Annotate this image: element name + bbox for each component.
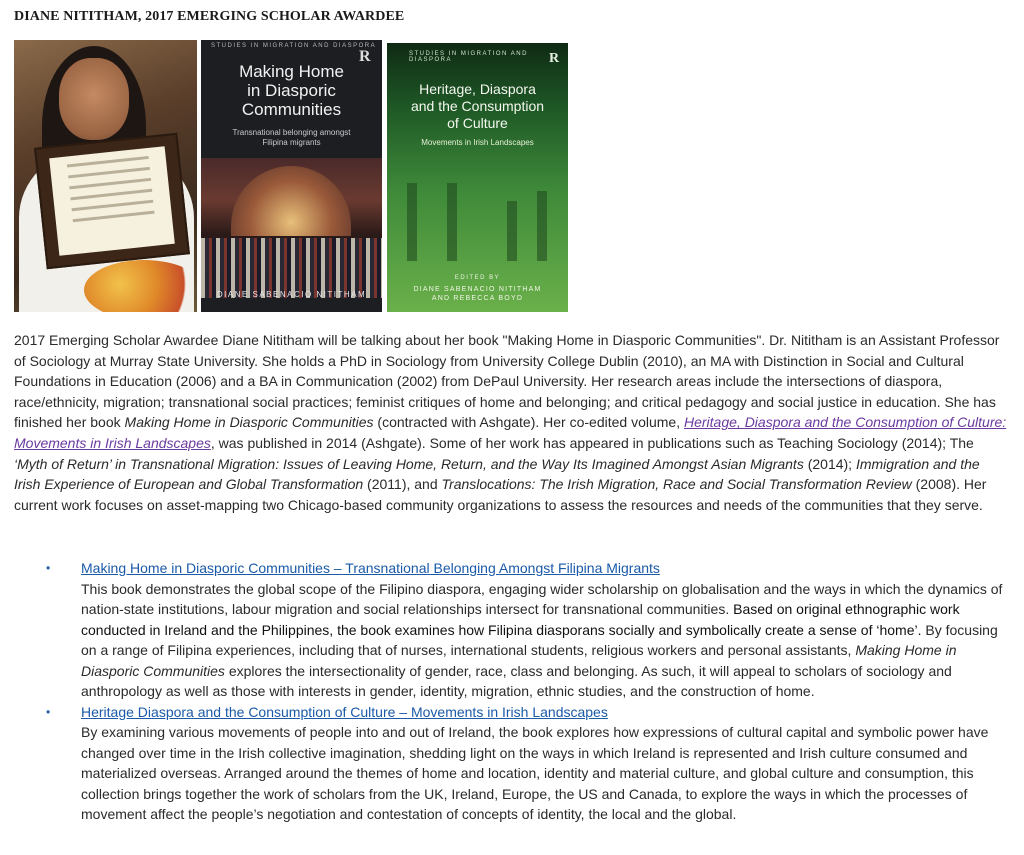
making-home-book-link[interactable]: Making Home in Diasporic Communities – Transnational Belonging Amongst Filipina Migrants: [81, 560, 660, 576]
book-list: [14, 558, 1010, 825]
publisher-logo: R: [549, 51, 560, 66]
award-certificate: [34, 133, 190, 269]
page-title: DIANE NITITHAM, 2017 EMERGING SCHOLAR AWARDEE: [14, 9, 405, 24]
bullet-icon: •: [46, 704, 51, 719]
book-series-label: STUDIES IN MIGRATION AND DIASPORA: [409, 51, 528, 63]
book-description: By examining various movements of people into and out of Ireland, the book explores how expressions of cultural capital and symbolic power have changed over time in the Irish collective imagination, shedding light on the ways in which Ireland is represented and Irish culture consumed and materialized overseas. Arranged around the themes of home and location, identity and material culture, and global culture and consumption, this collection brings together the work of scholars from the UK, Ireland, Europe, the US and Canada, to explore the ways in which the processes of movement affect the people’s negotiation and contestation of concepts of identity, the local and the global.: [81, 724, 989, 822]
list-item: [14, 558, 1010, 702]
heritage-book-link[interactable]: Heritage, Diaspora and the Consumption of Culture: Movements in Irish Landscapes: [14, 414, 1007, 451]
book-cover-author: DIANE SABENACIO NITITHAM: [216, 290, 367, 299]
list-item: [14, 702, 1010, 825]
cover-photo: [201, 158, 382, 298]
publisher-logo: R: [359, 48, 371, 65]
intro-paragraph: 2017 Emerging Scholar Awardee Diane Nititham will be talking about her book "Making Home in Diasporic Communities". Dr. Nititham is an Assistant Professor of Sociology at Murray State University. She holds a PhD in Sociology from University College Dublin (2010), an MA with Distinction in Social and Cultural Foundations in Education (2006) and a BA in Communication (2002) from DePaul University. Her research areas include the intersections of diaspora, race/ethnicity, migration; transnational social practices; feminist critiques of home and belonging; and critical pedagogy and social justice in education. She has finished her book Making Home in Diasporic Communities (contracted with Ashgate). Her co-edited volume, Heritage, Diaspora and the Consumption of Culture: Movements in Irish Landscapes, was published in 2014 (Ashgate). Some of her work has appeared in publications such as Teaching Sociology (2014); The ‘Myth of Return’ in Transnational Migration: Issues of Leaving Home, Return, and the Way Its Imagined Amongst Asian Migrants (2014); Immigration and the Irish Experience of European and Global Transformation (2011), and Translocations: The Irish Migration, Race and Social Transformation Review (2008). Her current work focuses on asset-mapping two Chicago-based community organizations to assess the resources and needs of the communities that they serve.: [14, 332, 1007, 513]
book-cover-heritage: [387, 43, 568, 312]
book-cover-title: Heritage, Diaspora and the Consumption of Culture: [410, 81, 545, 131]
bullet-icon: •: [46, 561, 51, 575]
author-photo: [14, 40, 197, 312]
book-cover-subtitle: Transnational belonging amongst Filipina migrants: [232, 128, 351, 147]
book-cover-title: Making Home in Diasporic Communities: [239, 62, 344, 119]
book-description: This book demonstrates the global scope of the Filipino diaspora, engaging wider scholarship on globalisation and the ways in which the dynamics of nation-state institutions, labour migration and social relationships intersect for transnational communities. Based on original ethnographic work conducted in Ireland and the Philippines, the book examines how Filipina diasporans socially and symbolically create a sense of ‘home’. By focusing on a range of Filipina experiences, including that of nurses, international students, religious workers and personal assistants, Making Home in Diasporic Communities explores the intersectionality of gender, race, class and belonging. As such, it will appeal to scholars of sociology and anthropology as well as those with interests in gender, identity, migration, ethnic studies, and the construction of home.: [81, 580, 1003, 699]
book-cover-making-home: [201, 40, 382, 312]
heritage-diaspora-book-link[interactable]: Heritage Diaspora and the Consumption of Culture – Movements in Irish Landscapes: [81, 703, 608, 720]
book-cover-author: DIANE SABENACIO NITITHAM AND REBECCA BOYD: [413, 286, 542, 302]
book-cover-edited-by: EDITED BY: [454, 275, 501, 281]
book-series-label: STUDIES IN MIGRATION AND DIASPORA: [211, 43, 377, 49]
cover-bridge-illustration: [387, 183, 568, 263]
book-cover-subtitle: Movements in Irish Landscapes: [421, 138, 534, 147]
